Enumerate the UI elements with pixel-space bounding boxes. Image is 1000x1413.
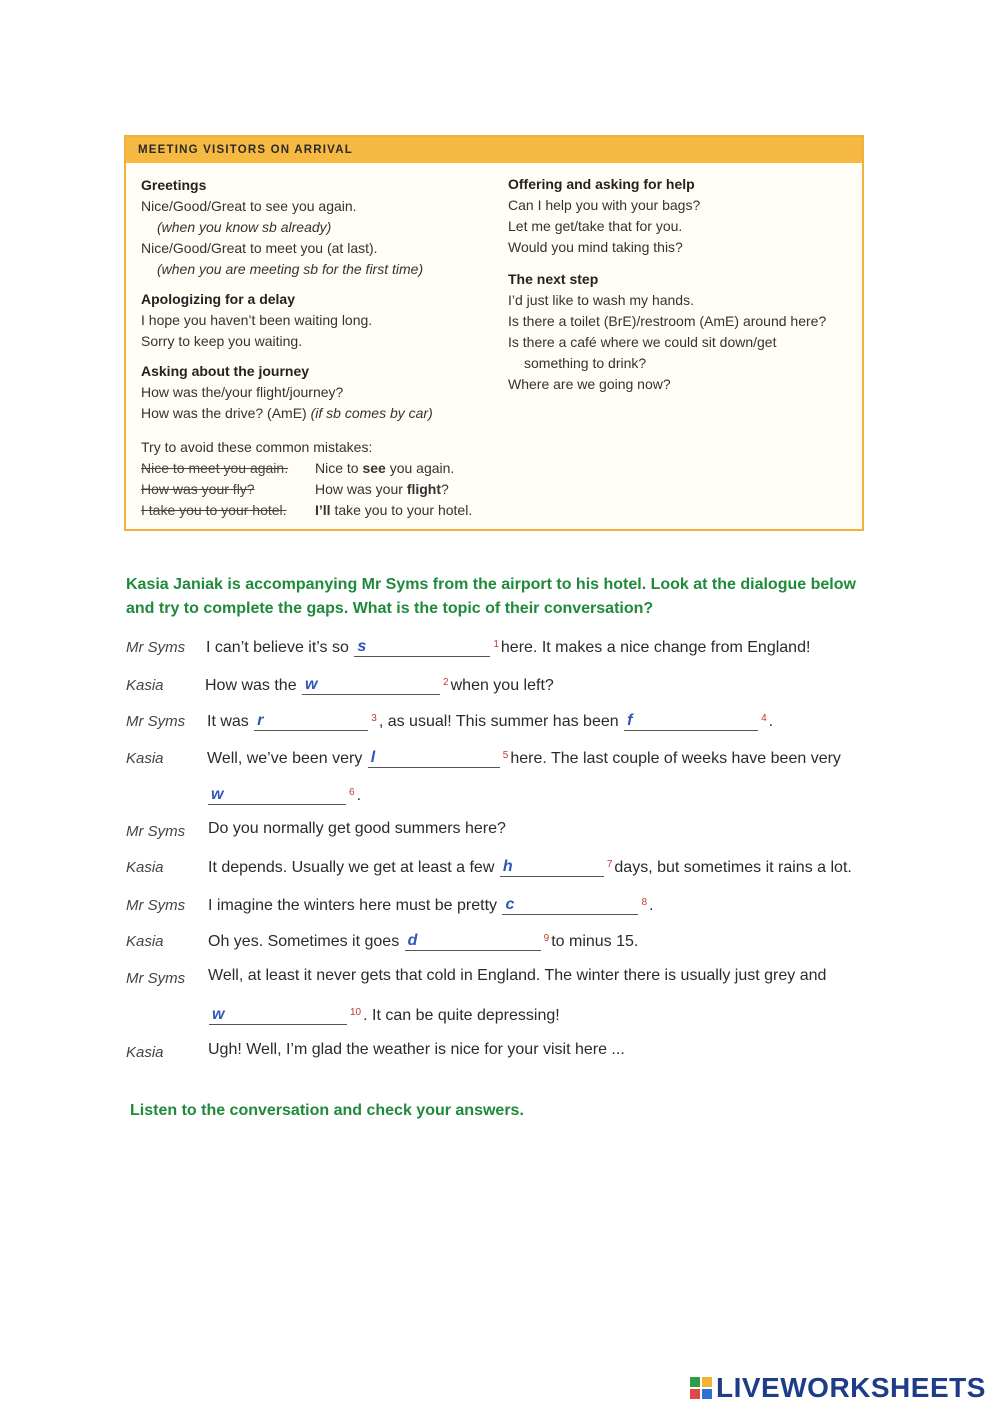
logo-square bbox=[702, 1389, 712, 1399]
speaker-label: Mr Syms bbox=[126, 713, 186, 730]
gap-input-1[interactable] bbox=[354, 636, 490, 657]
journey-text: How was the drive? (AmE) bbox=[141, 405, 311, 421]
gap-number: 3 bbox=[371, 713, 377, 724]
dialogue-text: Oh yes. Sometimes it goes bbox=[208, 933, 400, 950]
liveworksheets-logo bbox=[690, 1372, 986, 1404]
dialogue-text: here. It makes a nice change from England! bbox=[500, 639, 811, 656]
greetings-note: (when you are meeting sb for the first time) bbox=[157, 261, 424, 277]
speaker-label: Mr Syms bbox=[126, 823, 186, 840]
speaker-label: Mr Syms bbox=[126, 897, 186, 914]
gap-input-5[interactable] bbox=[368, 747, 500, 768]
gap-number: 8 bbox=[641, 897, 648, 908]
box-title: MEETING VISITORS ON ARRIVAL bbox=[138, 144, 353, 156]
gap-number: 7 bbox=[606, 859, 613, 870]
logo-mark-icon bbox=[690, 1377, 712, 1399]
dialogue-text: It was bbox=[207, 713, 249, 730]
journey-heading: Asking about the journey bbox=[141, 363, 310, 379]
hint-letter: d bbox=[407, 932, 418, 949]
left-column bbox=[141, 175, 501, 424]
dialogue-text: Well, we’ve been very bbox=[207, 750, 363, 767]
hint-letter: h bbox=[502, 858, 513, 875]
dialogue-text: here. The last couple of weeks have been very bbox=[510, 750, 841, 767]
right-column bbox=[508, 174, 858, 395]
speaker-label: Kasia bbox=[126, 677, 164, 694]
apologizing-line: I hope you haven’t been waiting long. bbox=[141, 312, 373, 328]
dialogue-text: Do you normally get good summers here? bbox=[208, 820, 506, 837]
speaker-label: Kasia bbox=[126, 859, 164, 876]
journey-note: (if sb comes by car) bbox=[310, 405, 433, 421]
mistake-row bbox=[141, 458, 541, 479]
wrong-phrase: I take you to your hotel. bbox=[141, 502, 287, 518]
speaker-label: Mr Syms bbox=[126, 970, 186, 987]
gap-input-4[interactable] bbox=[624, 710, 758, 731]
gap-number: 6 bbox=[349, 787, 355, 798]
logo-square bbox=[690, 1377, 700, 1387]
gap-number: 1 bbox=[493, 639, 499, 650]
gap-number: 5 bbox=[502, 750, 509, 761]
logo-square bbox=[690, 1389, 700, 1399]
offering-line: Can I help you with your bags? bbox=[508, 197, 701, 213]
next-step-line: Is there a toilet (BrE)/restroom (AmE) around here? bbox=[508, 313, 827, 329]
gap-input-3[interactable] bbox=[254, 710, 368, 731]
hint-letter: c bbox=[505, 896, 515, 913]
box-header bbox=[126, 137, 862, 163]
apologizing-line: Sorry to keep you waiting. bbox=[141, 333, 303, 349]
common-mistakes bbox=[141, 437, 541, 521]
dialogue-text: when you left? bbox=[450, 677, 554, 694]
correct-phrase: How was your flight? bbox=[315, 481, 449, 497]
hint-letter: w bbox=[211, 786, 224, 803]
dialogue-text: It depends. Usually we get at least a few bbox=[208, 859, 495, 876]
hint-letter: l bbox=[370, 749, 376, 766]
gap-input-8[interactable] bbox=[502, 894, 638, 915]
speaker-label: Kasia bbox=[126, 1044, 164, 1061]
dialogue-text: . bbox=[356, 787, 362, 804]
correct-phrase: I’ll take you to your hotel. bbox=[315, 502, 473, 518]
greetings-line: Nice/Good/Great to meet you (at last). bbox=[141, 240, 378, 256]
wrong-phrase: Nice to meet you again. bbox=[141, 460, 289, 476]
gap-input-6[interactable] bbox=[208, 784, 346, 805]
dialogue-text: I imagine the winters here must be pretty bbox=[208, 897, 498, 914]
gap-input-10[interactable] bbox=[209, 1004, 347, 1025]
speaker-label: Mr Syms bbox=[126, 639, 186, 656]
apologizing-heading: Apologizing for a delay bbox=[141, 291, 296, 307]
journey-line bbox=[141, 403, 501, 424]
next-step-line: something to drink? bbox=[524, 355, 647, 371]
greetings-heading: Greetings bbox=[141, 177, 207, 193]
phrases-box bbox=[124, 135, 864, 531]
next-step-heading: The next step bbox=[508, 271, 599, 287]
speaker-label: Kasia bbox=[126, 750, 164, 767]
listen-instruction: Listen to the conversation and check your answers. bbox=[130, 1102, 524, 1119]
dialogue-text: to minus 15. bbox=[551, 933, 639, 950]
gap-input-2[interactable] bbox=[302, 674, 440, 695]
dialogue-text: days, but sometimes it rains a lot. bbox=[614, 859, 852, 876]
hint-letter: w bbox=[305, 676, 318, 693]
dialogue-text: Well, at least it never gets that cold in England. The winter there is usually just grey and bbox=[208, 967, 827, 984]
greetings-note: (when you know sb already) bbox=[157, 219, 332, 235]
gap-input-7[interactable] bbox=[500, 856, 604, 877]
hint-letter: w bbox=[212, 1006, 225, 1023]
journey-line: How was the/your flight/journey? bbox=[141, 384, 344, 400]
next-step-line: I’d just like to wash my hands. bbox=[508, 292, 694, 308]
exercise-instruction: Kasia Janiak is accompanying Mr Syms from the airport to his hotel. Look at the dialogue below and try to complete the gaps. What is the topic of their conversation? bbox=[126, 576, 856, 617]
offering-heading: Offering and asking for help bbox=[508, 176, 695, 192]
gap-input-9[interactable] bbox=[405, 930, 541, 951]
speaker-label: Kasia bbox=[126, 933, 164, 950]
dialogue-text: . It can be quite depressing! bbox=[363, 1007, 560, 1024]
dialogue-text: Ugh! Well, I’m glad the weather is nice for your visit here ... bbox=[208, 1041, 625, 1058]
offering-line: Would you mind taking this? bbox=[508, 239, 683, 255]
dialogue-text: , as usual! This summer has been bbox=[378, 713, 619, 730]
dialogue-text: . bbox=[649, 897, 654, 914]
gap-number: 4 bbox=[761, 713, 767, 724]
mistake-row bbox=[141, 479, 541, 500]
logo-square bbox=[702, 1377, 712, 1387]
next-step-line: Is there a café where we could sit down/get bbox=[508, 334, 777, 350]
next-step-line: Where are we going now? bbox=[508, 376, 671, 392]
dialogue-text: I can’t believe it’s so bbox=[206, 639, 349, 656]
greetings-line: Nice/Good/Great to see you again. bbox=[141, 198, 357, 214]
hint-letter: s bbox=[357, 638, 367, 655]
gap-number: 9 bbox=[543, 933, 550, 944]
gap-number: 10 bbox=[350, 1007, 362, 1018]
logo-text: LIVEWORKSHEETS bbox=[716, 1372, 986, 1403]
dialogue-text: How was the bbox=[205, 677, 297, 694]
hint-letter: f bbox=[627, 712, 633, 729]
hint-letter: r bbox=[257, 712, 264, 729]
mistake-row bbox=[141, 500, 541, 521]
dialogue-text: . bbox=[768, 713, 774, 730]
offering-line: Let me get/take that for you. bbox=[508, 218, 683, 234]
mistakes-intro: Try to avoid these common mistakes: bbox=[141, 439, 373, 455]
wrong-phrase: How was your fly? bbox=[141, 481, 255, 497]
correct-phrase: Nice to see you again. bbox=[315, 460, 455, 476]
gap-number: 2 bbox=[443, 677, 449, 688]
